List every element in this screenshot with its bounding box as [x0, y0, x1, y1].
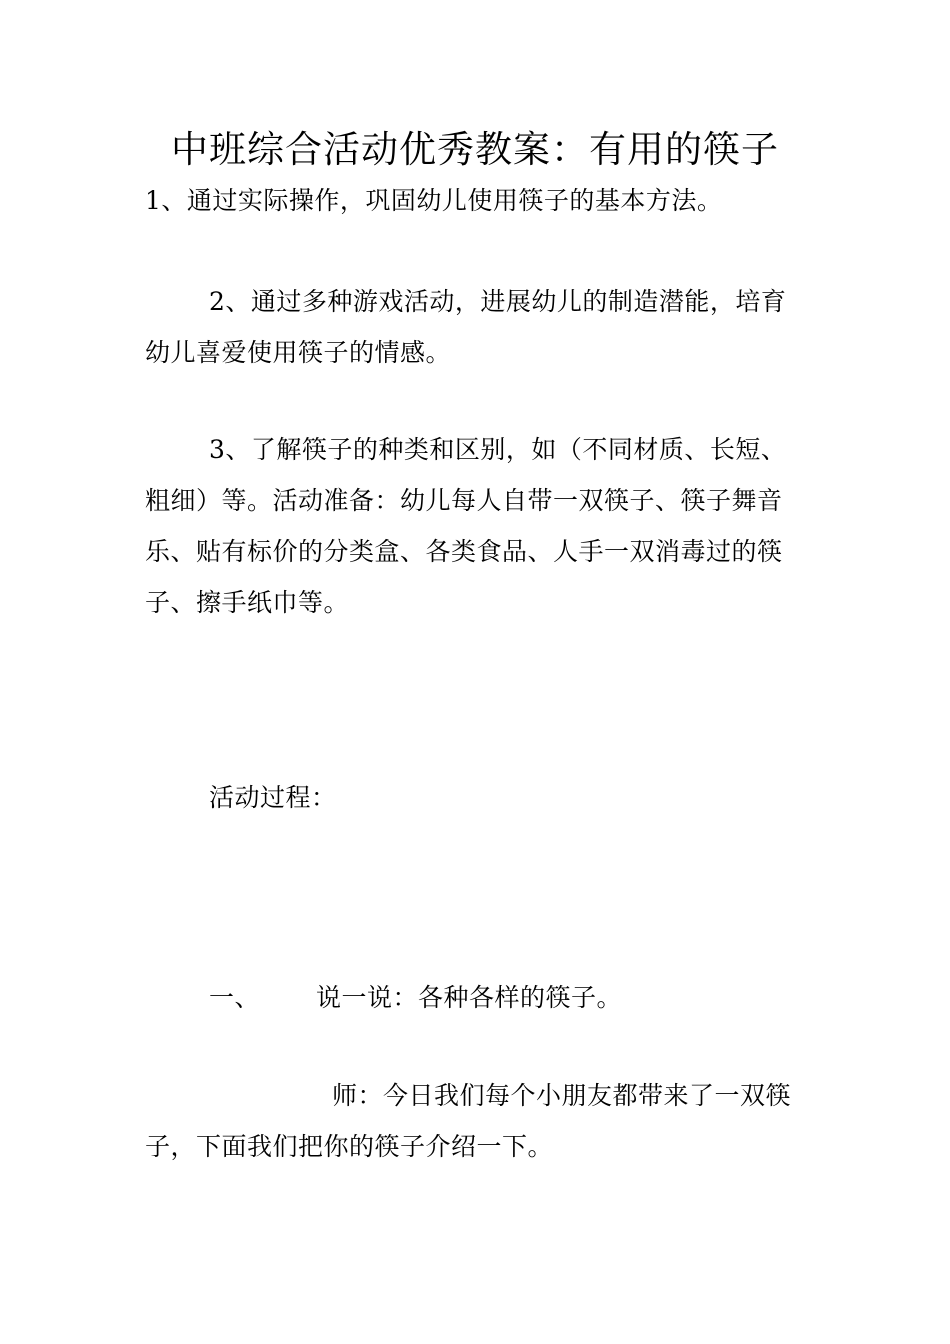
- step-1-number: 一、: [209, 983, 261, 1012]
- goal-3-line-2: 粗细）等。活动准备：幼儿每人自带一双筷子、筷子舞音: [145, 486, 783, 515]
- process-heading-paragraph: [145, 772, 807, 823]
- goal-2-paragraph: [145, 276, 807, 378]
- goal-3-line-4: 子、擦手纸巾等。: [145, 588, 350, 617]
- goal-1-text: 1、通过实际操作，巩固幼儿使用筷子的基本方法。: [145, 186, 723, 215]
- goal-3-line-3: 乐、贴有标价的分类盒、各类食品、人手一双消毒过的筷: [145, 537, 783, 566]
- step-1-text: 说一说：各种各样的筷子。: [316, 983, 623, 1012]
- goal-1-paragraph: [145, 175, 807, 226]
- goal-2-line-1: 2、通过多种游戏活动，进展幼儿的制造潜能，培育: [209, 287, 787, 316]
- goal-3-paragraph: [145, 424, 807, 628]
- step-1-paragraph: [145, 972, 807, 1023]
- document-title: 中班综合活动优秀教案：有用的筷子: [171, 128, 779, 171]
- step-1-heading: [145, 972, 807, 1023]
- goal-3-line-1: 3、了解筷子的种类和区别，如（不同材质、长短、: [209, 435, 787, 464]
- goal-2-line-2: 幼儿喜爱使用筷子的情感。: [145, 338, 452, 367]
- teacher-line-1: 师：今日我们每个小朋友都带来了一双筷: [332, 1081, 792, 1110]
- process-heading: 活动过程：: [209, 783, 337, 812]
- teacher-paragraph: [145, 1070, 807, 1172]
- teacher-line-2: 子，下面我们把你的筷子介绍一下。: [145, 1132, 554, 1161]
